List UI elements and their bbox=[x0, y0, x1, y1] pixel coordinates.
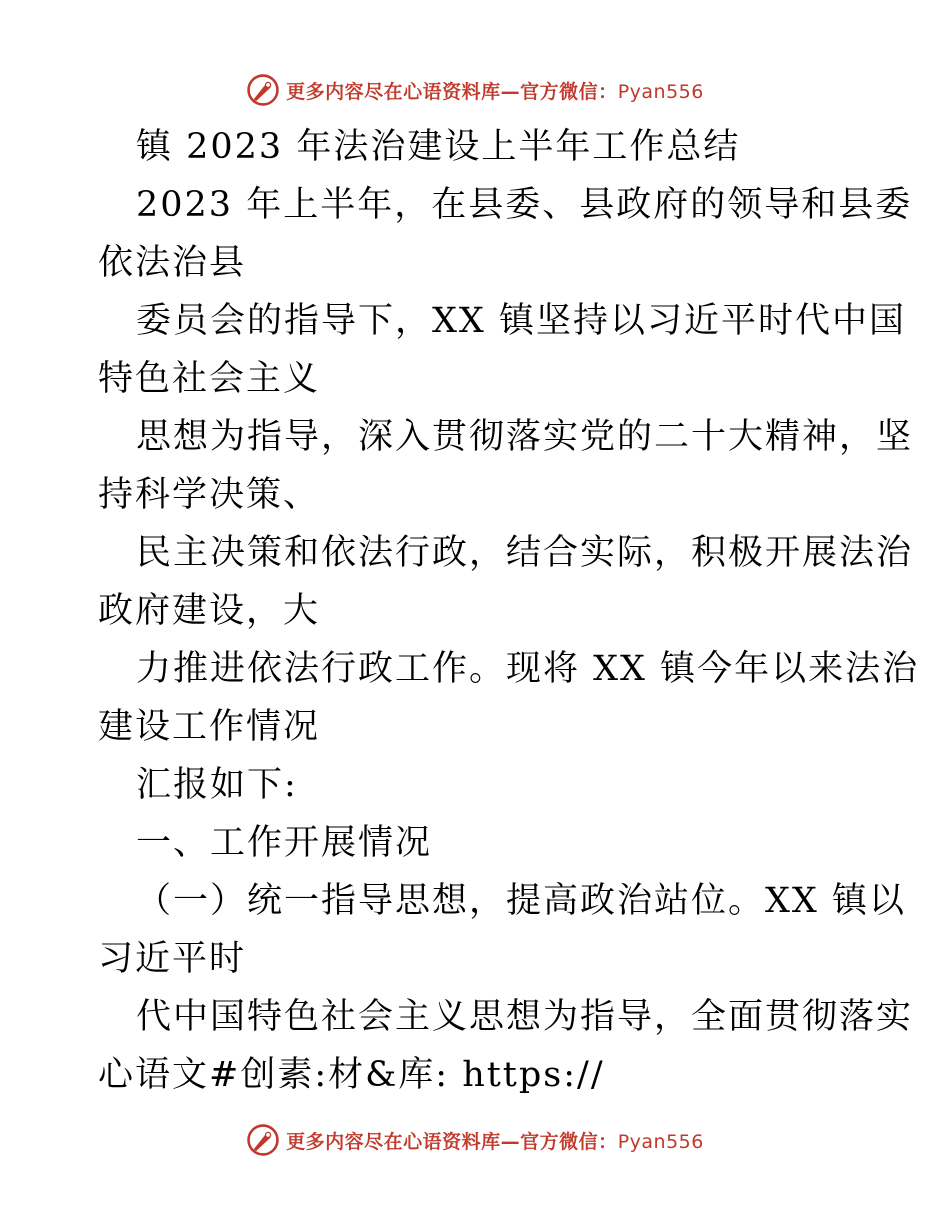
text-line: （一）统一指导思想，提高政治站位。XX 镇以 bbox=[136, 881, 906, 921]
banner-wechat-label: 官方微信： bbox=[520, 1130, 618, 1153]
text-line: 政府建设，大 bbox=[98, 591, 321, 631]
text-line: 镇 2023 年法治建设上半年工作总结 bbox=[136, 127, 741, 167]
text-line: 心语文#创素:材&库: https:// bbox=[98, 1055, 605, 1095]
text-line: 特色社会主义 bbox=[98, 359, 321, 399]
text-line: 委员会的指导下，XX 镇坚持以习近平时代中国 bbox=[136, 301, 906, 341]
text-line: 依法治县 bbox=[98, 243, 247, 283]
text-line: 民主决策和依法行政，结合实际，积极开展法治 bbox=[136, 533, 914, 573]
banner-main-text: 更多内容尽在心语资料库 bbox=[286, 1130, 501, 1153]
banner-main-text: 更多内容尽在心语资料库 bbox=[286, 80, 501, 103]
text-line: 汇报如下: bbox=[136, 765, 298, 805]
text-line: 一、工作开展情况 bbox=[136, 823, 433, 863]
banner-dash: — bbox=[500, 1130, 521, 1153]
text-line: 代中国特色社会主义思想为指导，全面贯彻落实 bbox=[136, 997, 914, 1037]
footer-banner bbox=[0, 1120, 950, 1160]
document-body bbox=[98, 118, 920, 1104]
pen-nib-logo-icon bbox=[246, 73, 280, 107]
text-line: 建设工作情况 bbox=[98, 707, 321, 747]
banner-wechat-id: Pyan556 bbox=[617, 80, 704, 103]
text-line: 2023 年上半年，在县委、县政府的领导和县委 bbox=[136, 185, 913, 225]
banner-wechat-label: 官方微信： bbox=[520, 80, 618, 103]
pen-nib-logo-icon bbox=[246, 1123, 280, 1157]
text-line: 力推进依法行政工作。现将 XX 镇今年以来法治 bbox=[136, 649, 920, 689]
text-line: 持科学决策、 bbox=[98, 475, 321, 515]
banner-wechat-id: Pyan556 bbox=[617, 1130, 704, 1153]
header-banner bbox=[0, 70, 950, 110]
text-line: 思想为指导，深入贯彻落实党的二十大精神，坚 bbox=[136, 417, 914, 457]
text-line: 习近平时 bbox=[98, 939, 247, 979]
banner-dash: — bbox=[500, 80, 521, 103]
